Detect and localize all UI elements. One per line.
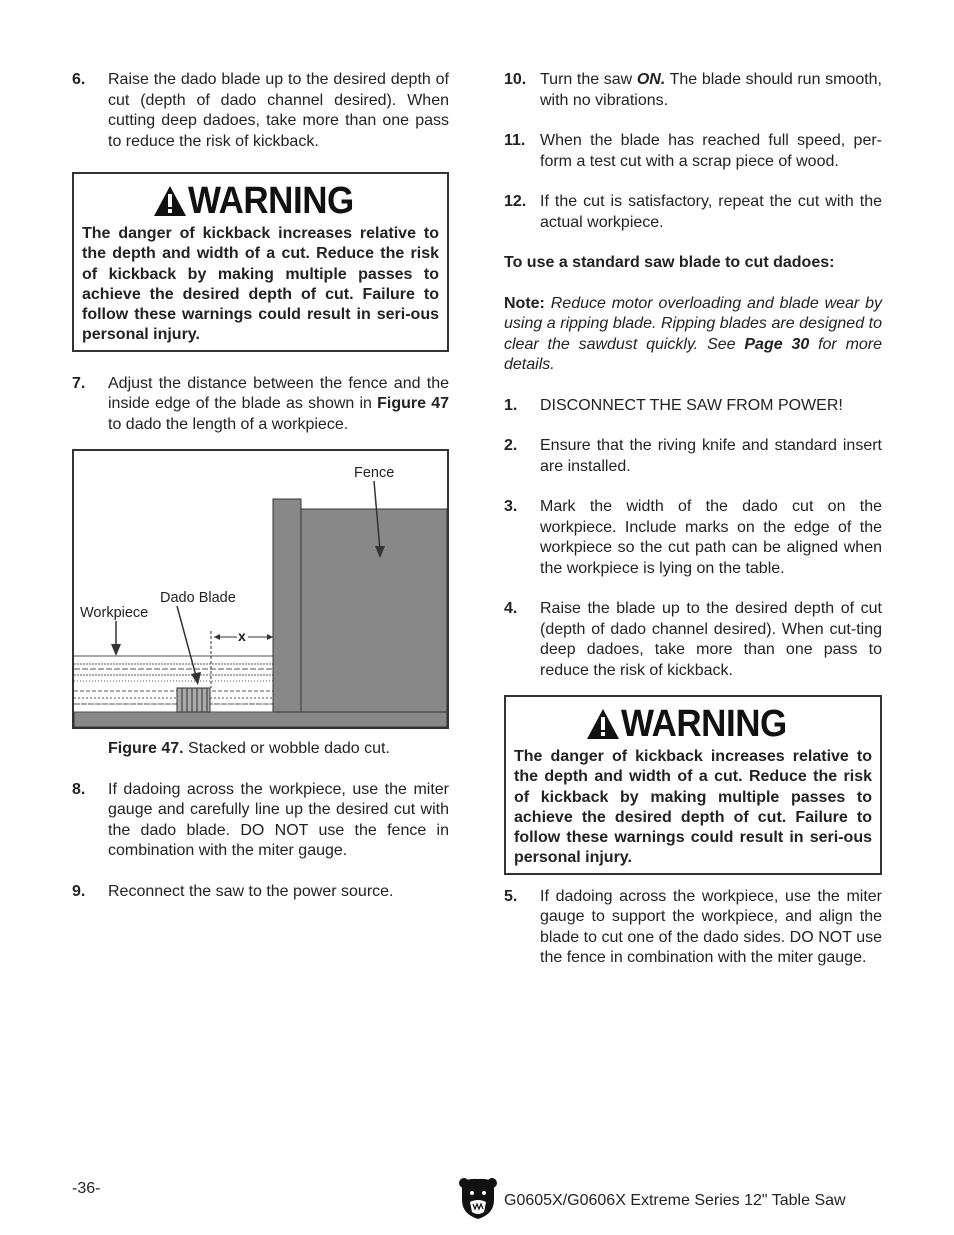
dado-blade-stack bbox=[177, 688, 210, 712]
step-9 bbox=[72, 882, 449, 903]
step-number: 6. bbox=[72, 71, 86, 88]
step-text: Raise the dado blade up to the desired depth of cut (depth of dado channel desired). When cutting deep dadoes, take more than one pass to reduce the risk of kickback. bbox=[108, 71, 449, 150]
on-emphasis: ON. bbox=[636, 71, 666, 88]
page-reference: Page 30 bbox=[744, 335, 810, 353]
step-7 bbox=[72, 374, 449, 436]
step-number: 10. bbox=[504, 71, 527, 88]
substep-1 bbox=[504, 396, 882, 417]
step-10 bbox=[504, 70, 882, 111]
fence-label: Fence bbox=[354, 465, 395, 482]
x-label: x bbox=[238, 628, 246, 645]
section-heading: To use a standard saw blade to cut dadoes: bbox=[504, 254, 835, 271]
right-column bbox=[504, 70, 882, 989]
substep-5 bbox=[504, 887, 882, 969]
warning-text: The danger of kickback increases relative to the depth and width of a cut. Reduce the risk of kickback by making multiple passes to achieve the desired depth of cut. Failure to follow these warnings could result in seri-ous personal injury. bbox=[82, 225, 439, 344]
warning-triangle-icon bbox=[152, 184, 188, 218]
manual-title: G0605X/G0606X Extreme Series 12" Table Saw bbox=[504, 1192, 846, 1209]
saw-table bbox=[74, 712, 447, 727]
step-6 bbox=[72, 70, 449, 152]
substep-4 bbox=[504, 599, 882, 681]
step-text: Ensure that the riving knife and standard insert are installed. bbox=[540, 437, 882, 475]
workpiece bbox=[74, 656, 273, 712]
dado-blade-label: Dado Blade bbox=[160, 590, 236, 607]
step-number: 1. bbox=[504, 396, 518, 414]
step-number: 7. bbox=[72, 374, 86, 392]
fence-body bbox=[301, 509, 447, 712]
warning-header bbox=[82, 180, 439, 222]
step-text: DISCONNECT THE SAW FROM POWER! bbox=[540, 396, 843, 414]
dado-blade-leader bbox=[177, 606, 196, 676]
warning-header bbox=[514, 703, 872, 745]
step-8 bbox=[72, 780, 449, 862]
warning-title: WARNING bbox=[188, 180, 355, 222]
page-number: -36- bbox=[72, 1180, 101, 1197]
substep-3 bbox=[504, 497, 882, 579]
step-12 bbox=[504, 192, 882, 233]
step-text: If the cut is satisfactory, repeat the cut with the actual workpiece. bbox=[540, 193, 882, 231]
warning-box bbox=[72, 172, 449, 352]
step-text: If dadoing across the workpiece, use the miter gauge to support the workpiece, and align the blade to cut one of the dado sides. DO NOT use the fence in combination with the miter gauge. bbox=[540, 887, 882, 967]
note-paragraph: Note: Reduce motor overloading and blade wear by using a ripping blade. Ripping blades are designed to clear the sawdust quickly. See Page 30 for more details. bbox=[504, 294, 883, 373]
left-column bbox=[72, 70, 449, 922]
step-11 bbox=[504, 131, 882, 172]
warning-box bbox=[504, 695, 882, 875]
step-number: 5. bbox=[504, 887, 518, 905]
step-text: When the blade has reached full speed, per-form a test cut with a scrap piece of wood. bbox=[540, 132, 882, 170]
step-text: Turn the saw ON. The blade should run smooth, with no vibrations. bbox=[540, 71, 883, 109]
step-number: 11. bbox=[504, 132, 526, 149]
step-text: If dadoing across the workpiece, use the miter gauge and carefully line up the desired cut with the dado blade. DO NOT use the fence in combination with the miter gauge. bbox=[108, 780, 449, 860]
note-label: Note: bbox=[504, 294, 545, 312]
step-number: 3. bbox=[504, 498, 518, 515]
step-text: Reconnect the saw to the power source. bbox=[108, 882, 394, 900]
substep-2 bbox=[504, 436, 882, 477]
step-number: 2. bbox=[504, 437, 518, 454]
workpiece-label: Workpiece bbox=[80, 605, 149, 622]
step-text: Adjust the distance between the fence and the inside edge of the blade as shown in Figure 47 to dado the length of a workpiece. bbox=[108, 374, 450, 433]
footer-title-block bbox=[458, 1176, 846, 1220]
step-number: 9. bbox=[72, 882, 86, 900]
step-number: 8. bbox=[72, 780, 86, 798]
warning-triangle-icon bbox=[585, 707, 621, 741]
warning-text: The danger of kickback increases relative to the depth and width of a cut. Reduce the risk of kickback by making multiple passes to achieve the desired depth of cut. Failure to follow these warnings could result in seri-ous personal injury. bbox=[514, 748, 872, 867]
step-number: 4. bbox=[504, 600, 518, 617]
figure-reference: Figure 47 bbox=[377, 395, 450, 413]
bear-head-logo-icon bbox=[458, 1176, 498, 1220]
step-text: Mark the width of the dado cut on the workpiece. Include marks on the edge of the workpiece so the cut path can be aligned when the workpiece is lying on the table. bbox=[540, 498, 882, 577]
figure-47 bbox=[72, 449, 449, 729]
step-number: 12. bbox=[504, 193, 527, 210]
fence-face bbox=[273, 499, 301, 712]
step-text: Raise the blade up to the desired depth of cut (depth of dado channel desired). When cut-ting deep dadoes, take more than one pass to reduce the risk of kickback. bbox=[540, 600, 882, 679]
warning-title: WARNING bbox=[620, 703, 787, 745]
dado-cut-diagram bbox=[74, 451, 447, 727]
figure-caption: Figure 47. Stacked or wobble dado cut. bbox=[108, 740, 390, 758]
